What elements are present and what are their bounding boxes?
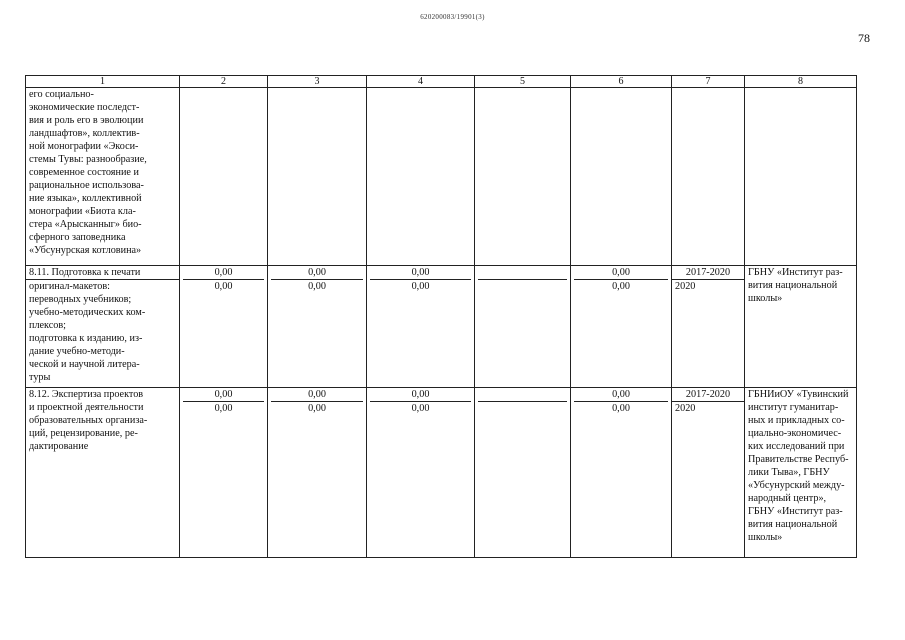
page-number: 78 <box>858 31 870 45</box>
period-cell: 2017-2020 <box>672 266 744 280</box>
empty-cell <box>180 88 268 266</box>
value-cell: 0,00 <box>370 388 471 402</box>
value-cell <box>478 388 567 402</box>
row-8-11-col-7 <box>672 266 745 388</box>
value-cell: 0,00 <box>411 403 430 414</box>
period-cell: 2020 <box>675 281 696 292</box>
column-header-3: 3 <box>268 76 367 88</box>
value-cell: 0,00 <box>271 388 363 402</box>
empty-cell <box>268 88 367 266</box>
value-cell: 0,00 <box>214 281 233 292</box>
value-cell <box>478 266 567 280</box>
empty-cell <box>367 88 475 266</box>
row-8-11-col-4 <box>367 266 475 388</box>
empty-cell <box>571 88 672 266</box>
column-header-5: 5 <box>475 76 571 88</box>
column-header-1: 1 <box>26 76 180 88</box>
table-row-continuation <box>26 88 857 266</box>
table-row-8-11 <box>26 266 857 388</box>
period-cell: 2017-2020 <box>672 388 744 402</box>
column-header-2: 2 <box>180 76 268 88</box>
budget-table <box>25 75 857 558</box>
column-header-7: 7 <box>672 76 745 88</box>
column-number-row <box>26 76 857 88</box>
value-cell: 0,00 <box>308 403 326 414</box>
row-8-11-description: оригинал-макетов: переводных учебников; учебно-методических ком- плексов; подготовка к изданию, из- дание учебно-методи- ческой и научной литера- туры <box>29 281 146 383</box>
table-row-8-12 <box>26 388 857 558</box>
value-cell: 0,00 <box>183 266 264 280</box>
empty-cell <box>745 88 857 266</box>
value-cell: 0,00 <box>183 388 264 402</box>
row-8-12-col-2 <box>180 388 268 558</box>
value-cell: 0,00 <box>574 266 668 280</box>
value-cell: 0,00 <box>612 403 630 414</box>
row-8-12-col-5 <box>475 388 571 558</box>
row-8-12-col-3 <box>268 388 367 558</box>
value-cell: 0,00 <box>271 266 363 280</box>
empty-cell <box>475 88 571 266</box>
value-cell: 0,00 <box>411 281 430 292</box>
row-8-11-title: 8.11. Подготовка к печати <box>26 266 179 280</box>
row-8-12-name: 8.12. Экспертиза проектов и проектной деятельности образовательных организа- ций, рецензирование, ре- дактирование <box>26 388 180 558</box>
value-cell: 0,00 <box>214 403 233 414</box>
row-8-12-col-7 <box>672 388 745 558</box>
column-header-8: 8 <box>745 76 857 88</box>
column-header-6: 6 <box>571 76 672 88</box>
value-cell: 0,00 <box>370 266 471 280</box>
column-header-4: 4 <box>367 76 475 88</box>
row-8-11-name <box>26 266 180 388</box>
period-cell: 2020 <box>675 403 696 414</box>
row-8-11-col-2 <box>180 266 268 388</box>
row-8-11-col-6 <box>571 266 672 388</box>
row-8-11-col-3 <box>268 266 367 388</box>
row-8-12-executor: ГБНИиОУ «Тувинский институт гуманитар- ных и прикладных со- циально-экономичес- ких исследований при Правительстве Респуб- лики Тыва», ГБНУ «Убсунурский между- народный центр», ГБНУ «Институт раз- вития национальной школы» <box>745 388 857 558</box>
value-cell: 0,00 <box>308 281 326 292</box>
row-8-11-executor: ГБНУ «Институт раз- вития национальной школы» <box>745 266 857 388</box>
empty-cell <box>672 88 745 266</box>
row-8-12-col-6 <box>571 388 672 558</box>
value-cell: 0,00 <box>612 281 630 292</box>
document-id: 620200083/19901(3) <box>420 13 485 21</box>
continuation-text: его социально- экономические последст- вия и роль его в эволюции ландшафтов», коллектив- ной монографии «Экоси- стемы Тувы: разнообразие, современное состояние и рациональное использова- ние языка», коллективной монографии «Биота кла- стера «Арысканныг» био- сферного заповедника «Убсунурская котловина» <box>26 88 180 266</box>
row-8-12-col-4 <box>367 388 475 558</box>
row-8-11-col-5 <box>475 266 571 388</box>
value-cell: 0,00 <box>574 388 668 402</box>
